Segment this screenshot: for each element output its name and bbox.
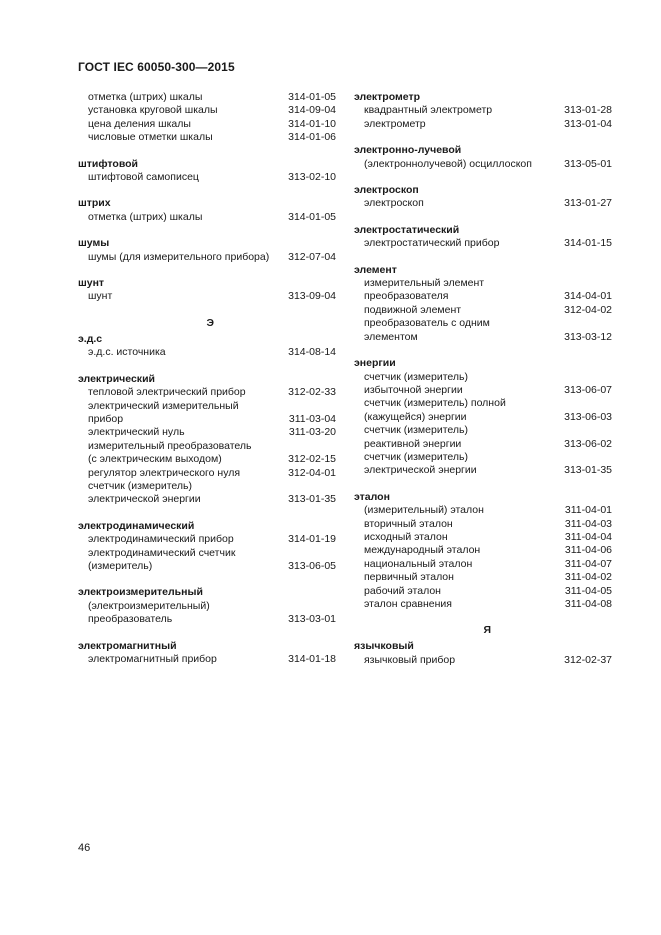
- index-entry: [354, 654, 612, 667]
- index-entry-term: электрический измерительный: [88, 399, 239, 412]
- index-group: [354, 144, 612, 171]
- index-entry: [78, 653, 336, 666]
- index-entry-term: (с электрическим выходом): [88, 453, 222, 466]
- index-entry-term: штифтовой самописец: [88, 171, 199, 184]
- index-entry-term: вторичный эталон: [364, 517, 453, 530]
- index-group: [78, 277, 336, 304]
- index-group: [354, 357, 612, 478]
- index-entry-term: прибор: [88, 412, 124, 425]
- index-entry: [354, 598, 612, 611]
- section-letter: Э: [206, 316, 214, 329]
- index-group-title: электроскоп: [354, 184, 419, 197]
- index-entry: [78, 400, 336, 413]
- index-entry: [354, 371, 612, 384]
- index-entry-code: 314-01-15: [564, 237, 612, 250]
- index-group: [78, 640, 336, 667]
- index-entry-term: реактивной энергии: [364, 437, 462, 450]
- index-entry-code: 313-02-10: [288, 171, 336, 184]
- index-entry-term: счетчик (измеритель): [88, 479, 192, 492]
- index-group: [78, 586, 336, 626]
- index-entry-term: счетчик (измеритель): [364, 450, 468, 463]
- index-entry-code: 314-08-14: [288, 346, 336, 359]
- index-entry-code: 311-04-06: [564, 544, 612, 557]
- index-group: [78, 158, 336, 185]
- index-entry: [354, 571, 612, 584]
- index-entry: [78, 533, 336, 546]
- index-entry: [354, 158, 612, 171]
- index-column-left: [78, 91, 336, 679]
- index-entry: [78, 426, 336, 439]
- index-entry-code: 311-04-04: [564, 530, 612, 543]
- index-entry-term: тепловой электрический прибор: [88, 386, 246, 399]
- index-entry: [354, 331, 612, 344]
- index-group: [78, 237, 336, 264]
- index-entry-term: (электроннолучевой) осциллоскоп: [364, 157, 532, 170]
- index-entry-code: 312-07-04: [288, 250, 336, 263]
- index-group-title: штрих: [78, 197, 111, 210]
- index-entry-term: подвижной элемент: [364, 303, 462, 316]
- index-group: [78, 333, 336, 360]
- index-entry-code: 314-01-19: [288, 533, 336, 546]
- index-entry-term: установка круговой шкалы: [88, 104, 218, 117]
- index-group-title: эталон: [354, 490, 390, 503]
- index-entry: [354, 451, 612, 464]
- index-entry-term: рабочий эталон: [364, 584, 441, 597]
- index-group: [78, 91, 336, 145]
- index-entry: [78, 118, 336, 131]
- index-entry-code: 313-01-35: [564, 464, 612, 477]
- index-entry: [354, 277, 612, 290]
- index-entry-code: 311-03-20: [288, 426, 336, 439]
- index-entry-term: (электроизмерительный): [88, 599, 210, 612]
- index-group: [78, 197, 336, 224]
- index-group: [354, 91, 612, 131]
- index-entry-code: 313-01-35: [288, 493, 336, 506]
- index-entry: [354, 197, 612, 210]
- index-entry-term: электрометр: [364, 117, 426, 130]
- index-entry-code: 311-04-07: [564, 557, 612, 570]
- index-group-title: электронно-лучевой: [354, 144, 462, 157]
- index-entry-code: 313-03-01: [288, 613, 336, 626]
- index-entry: [354, 504, 612, 517]
- index-entry: [78, 346, 336, 359]
- section-letter: Я: [483, 624, 491, 637]
- index-entry: [78, 467, 336, 480]
- index-entry: [354, 531, 612, 544]
- index-entry: [354, 438, 612, 451]
- index-group: [78, 520, 336, 574]
- index-entry: [78, 480, 336, 493]
- index-entry-term: международный эталон: [364, 544, 481, 557]
- index-entry-term: квадрантный электрометр: [364, 104, 493, 117]
- index-entry-term: отметка (штрих) шкалы: [88, 91, 203, 103]
- index-entry-term: язычковый прибор: [364, 653, 456, 666]
- index-entry-code: 314-09-04: [288, 104, 336, 117]
- index-entry-code: 312-04-02: [564, 303, 612, 316]
- index-entry-term: шунт: [88, 290, 113, 303]
- index-entry-code: 311-04-05: [564, 584, 612, 597]
- index-entry-code: 314-01-05: [288, 91, 336, 103]
- index-entry-term: э.д.с. источника: [88, 346, 166, 359]
- index-entry-term: национальный эталон: [364, 557, 473, 570]
- index-entry: [78, 600, 336, 613]
- index-entry: [78, 413, 336, 426]
- index-entry-term: электромагнитный прибор: [88, 653, 217, 665]
- index-group: [354, 491, 612, 612]
- index-entry: [354, 558, 612, 571]
- index-entry-term: первичный эталон: [364, 571, 454, 584]
- index-entry-code: 313-06-02: [564, 437, 612, 450]
- index-entry-term: преобразователь с одним: [364, 317, 490, 330]
- index-entry-code: 312-02-37: [564, 653, 612, 666]
- index-entry: [354, 544, 612, 557]
- index-group-title: элемент: [354, 263, 397, 276]
- index-entry: [78, 211, 336, 224]
- index-entry-code: 313-01-27: [564, 197, 612, 210]
- index-entry-term: электроскоп: [364, 197, 424, 210]
- index-entry-code: 313-09-04: [288, 290, 336, 303]
- index-entry-term: электрический нуль: [88, 426, 185, 439]
- index-entry-term: счетчик (измеритель) полной: [364, 397, 506, 410]
- index-entry-code: 314-01-10: [288, 117, 336, 130]
- index-entry-term: электродинамический счетчик: [88, 546, 236, 559]
- index-entry-term: преобразователя: [364, 290, 449, 303]
- index-entry-term: электрической энергии: [88, 493, 201, 506]
- index-entry-code: 313-03-12: [564, 330, 612, 343]
- index-entry: [354, 237, 612, 250]
- index-entry: [78, 547, 336, 560]
- index-entry: [354, 304, 612, 317]
- index-entry-term: цена деления шкалы: [88, 117, 191, 130]
- index-group-title: шунт: [78, 277, 105, 290]
- index-entry-term: счетчик (измеритель): [364, 424, 468, 437]
- index-entry-term: (кажущейся) энергии: [364, 410, 467, 423]
- index-entry: [78, 131, 336, 144]
- index-entry: [354, 118, 612, 131]
- index-entry: [354, 290, 612, 303]
- index-entry: [78, 104, 336, 117]
- index-entry-code: 314-04-01: [564, 290, 612, 303]
- index-entry: [354, 464, 612, 477]
- index-entry-code: 314-01-05: [288, 210, 336, 223]
- index-entry-code: 314-01-18: [288, 653, 336, 665]
- index-group-title: электростатический: [354, 223, 460, 236]
- index-entry-term: избыточной энергии: [364, 383, 463, 396]
- index-group: [354, 264, 612, 344]
- index-group-title: электродинамический: [78, 519, 195, 532]
- index-entry-code: 313-06-07: [564, 383, 612, 396]
- index-entry-code: 312-02-15: [288, 453, 336, 466]
- index-entry: [354, 317, 612, 330]
- index-group: [354, 184, 612, 211]
- index-group-title: штифтовой: [78, 157, 139, 170]
- index-entry: [78, 171, 336, 184]
- index-group: [354, 224, 612, 251]
- index-entry-term: отметка (штрих) шкалы: [88, 210, 203, 223]
- index-entry: [354, 104, 612, 117]
- index-entry: [78, 290, 336, 303]
- index-entry-term: исходный эталон: [364, 530, 448, 543]
- index-group: [354, 640, 612, 667]
- index-group-title: язычковый: [354, 640, 414, 653]
- index-group-title: энергии: [354, 357, 396, 370]
- index-group-title: шумы: [78, 237, 110, 250]
- index-entry-code: 311-04-08: [564, 598, 612, 610]
- index-entry-term: (измеритель): [88, 559, 153, 572]
- index-entry: [78, 440, 336, 453]
- index-entry: [78, 453, 336, 466]
- index-entry-code: 311-04-02: [564, 571, 612, 584]
- index-entry: [78, 386, 336, 399]
- index-entry-code: 311-03-04: [288, 412, 336, 425]
- index-entry-term: эталон сравнения: [364, 598, 452, 610]
- index-column-right: [354, 91, 612, 680]
- index-entry-code: 313-06-03: [564, 410, 612, 423]
- index-entry-term: числовые отметки шкалы: [88, 131, 213, 144]
- index-entry-code: 313-01-04: [564, 117, 612, 130]
- index-entry-code: 313-06-05: [288, 559, 336, 572]
- index-entry-code: 314-01-06: [288, 131, 336, 144]
- index-entry-term: счетчик (измеритель): [364, 370, 468, 383]
- index-entry-term: (измерительный) эталон: [364, 504, 484, 517]
- index-entry: [354, 424, 612, 437]
- index-group-title: электрометр: [354, 91, 421, 103]
- index-entry: [354, 518, 612, 531]
- index-entry: [78, 91, 336, 104]
- index-group-title: электромагнитный: [78, 639, 177, 652]
- index-entry-term: электродинамический прибор: [88, 533, 234, 546]
- index-entry-term: электрической энергии: [364, 464, 477, 477]
- page-number: 46: [78, 842, 91, 854]
- index-group-title: электроизмерительный: [78, 586, 203, 599]
- index-group: [78, 373, 336, 507]
- index-entry-code: 312-02-33: [288, 386, 336, 399]
- index-group-title: электрический: [78, 372, 155, 385]
- index-group-title: э.д.с: [78, 332, 103, 345]
- index-entry-term: шумы (для измерительного прибора): [88, 250, 270, 263]
- index-entry: [354, 384, 612, 397]
- index-entry-code: 311-04-01: [564, 504, 612, 517]
- index-entry-code: 313-05-01: [564, 157, 612, 170]
- index-entry: [78, 560, 336, 573]
- index-entry: [78, 613, 336, 626]
- index-entry: [78, 251, 336, 264]
- index-entry-term: регулятор электрического нуля: [88, 466, 241, 479]
- index-entry: [78, 493, 336, 506]
- index-entry-code: 313-01-28: [564, 104, 612, 117]
- index-entry: [354, 585, 612, 598]
- index-entry: [354, 411, 612, 424]
- index-entry-term: преобразователь: [88, 613, 173, 626]
- index-entry-term: электростатический прибор: [364, 237, 500, 250]
- index-entry-term: измерительный элемент: [364, 277, 485, 290]
- index-entry: [354, 397, 612, 410]
- index-entry-code: 311-04-03: [564, 517, 612, 530]
- document-header: ГОСТ IEC 60050-300—2015: [78, 60, 235, 74]
- index-entry-code: 312-04-01: [288, 466, 336, 479]
- index-entry-term: элементом: [364, 330, 418, 343]
- index-entry-term: измерительный преобразователь: [88, 439, 252, 452]
